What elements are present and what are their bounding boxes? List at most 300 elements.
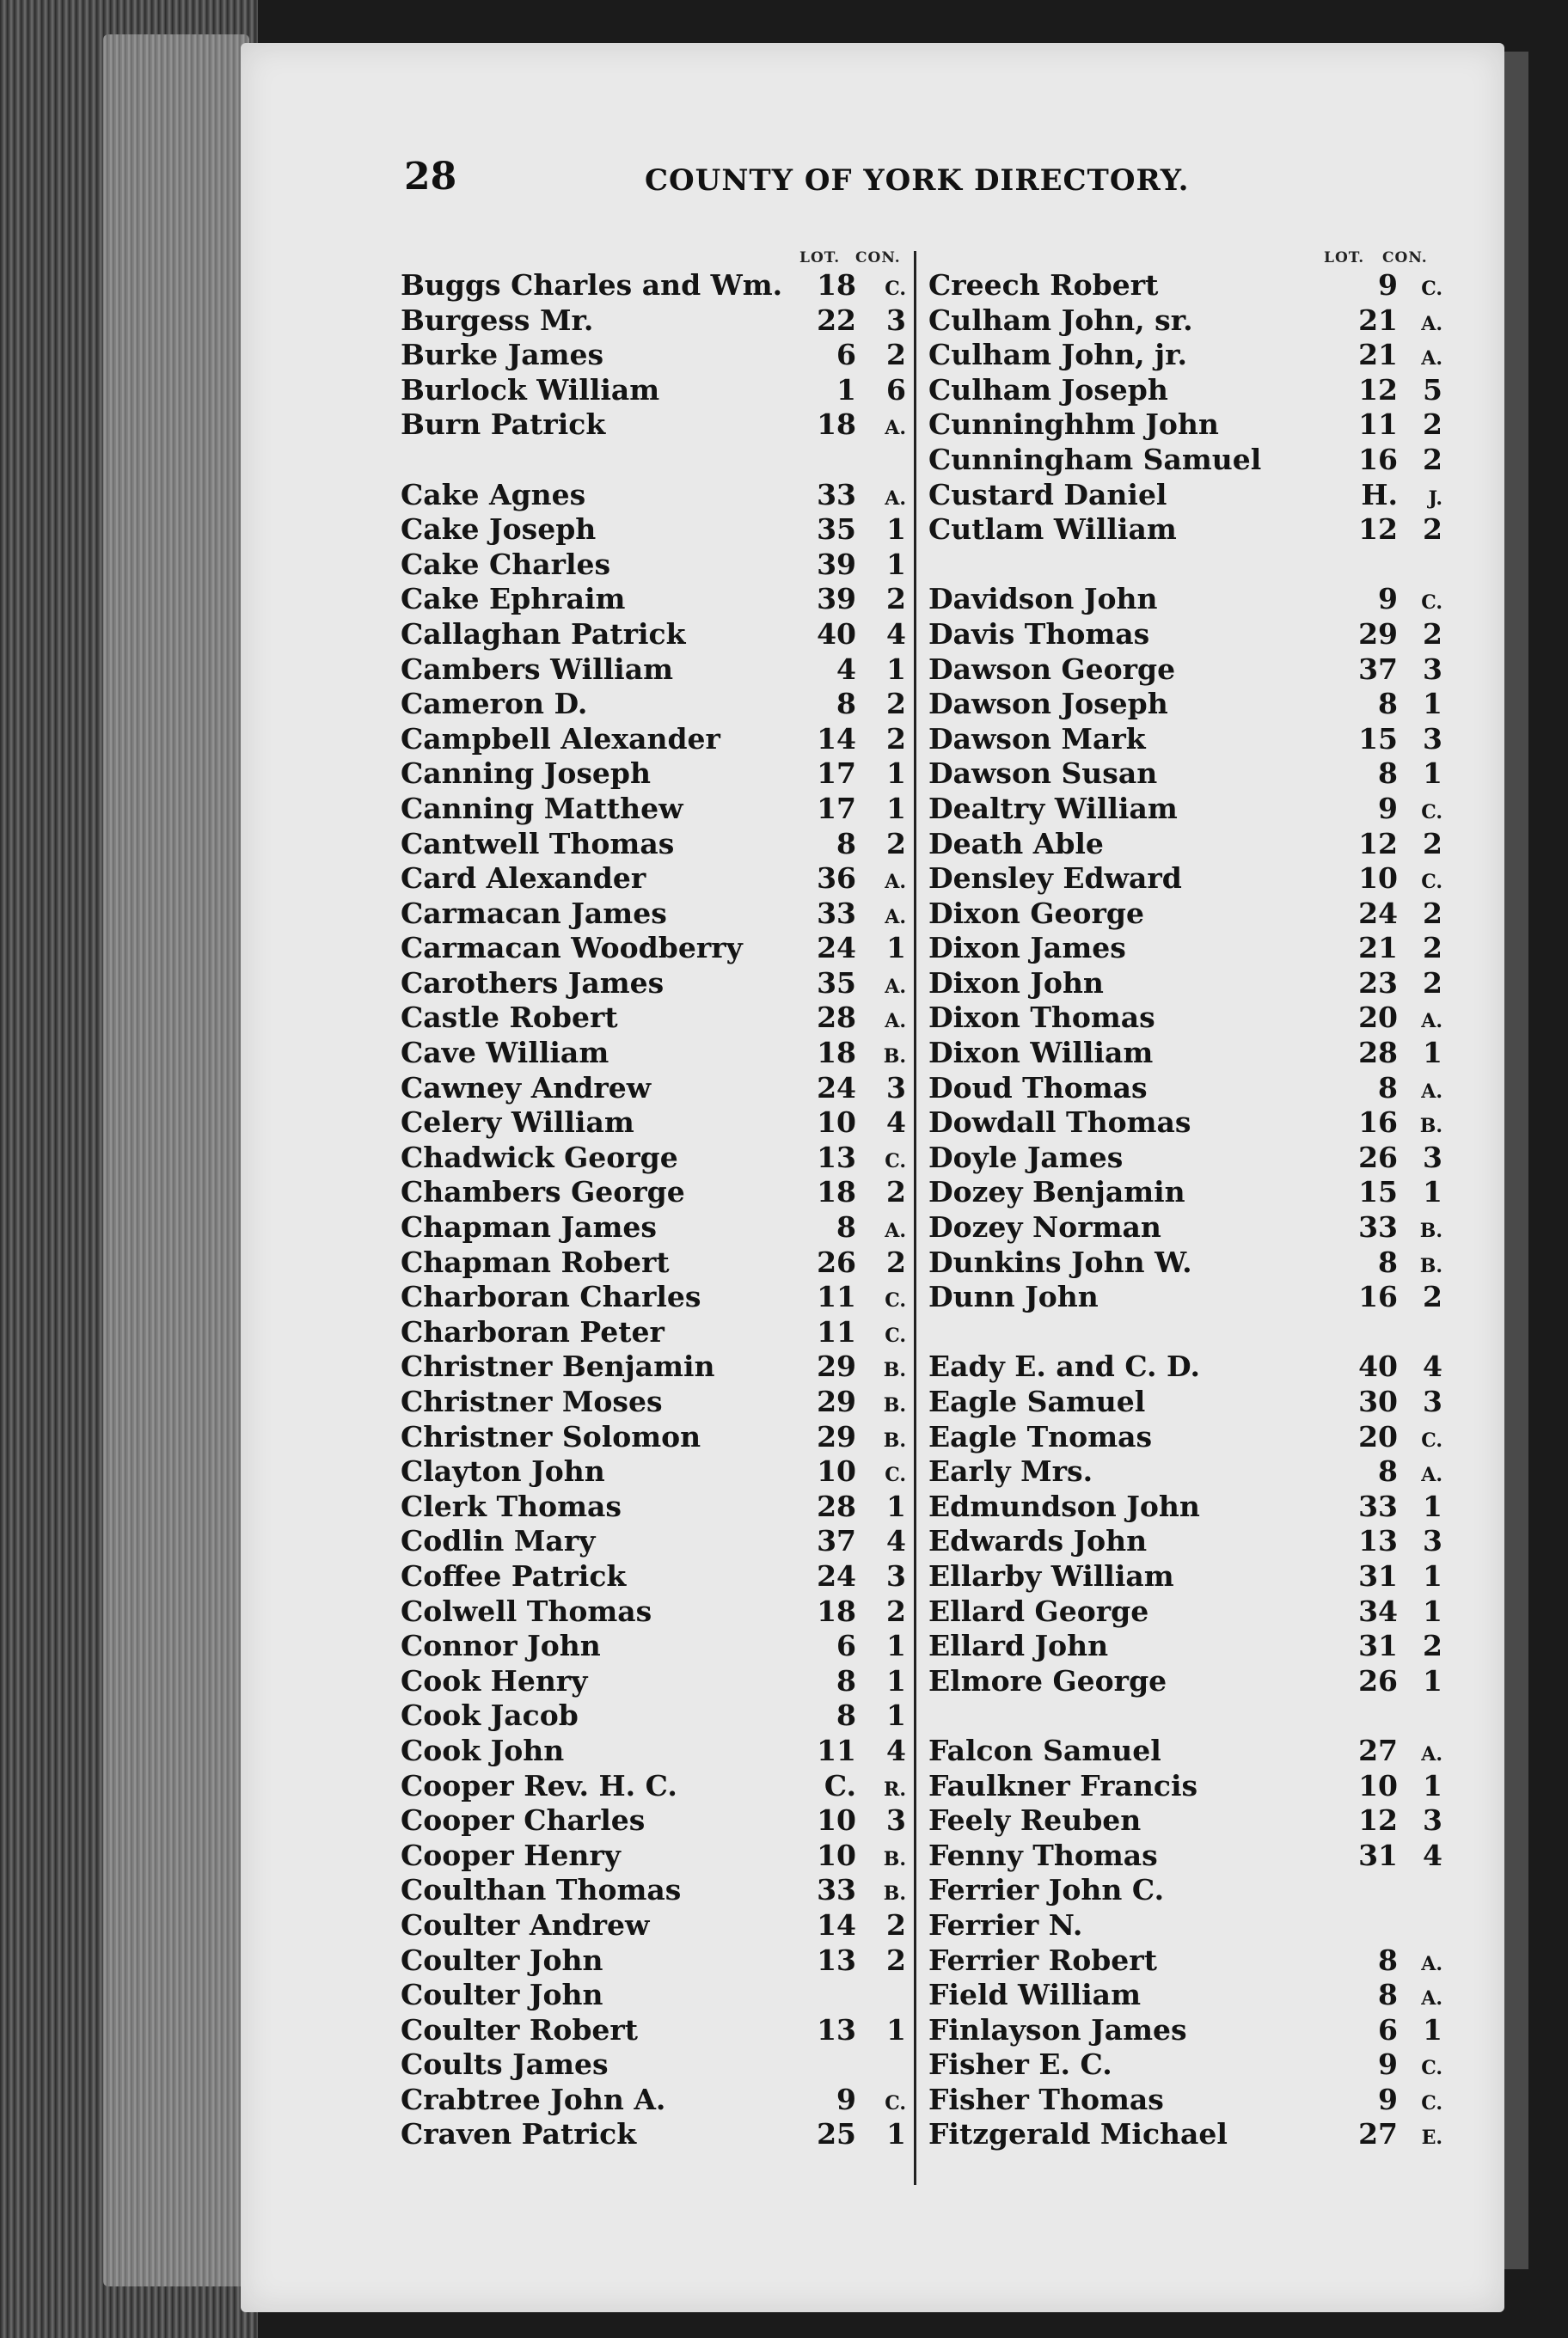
entry-name: Buggs Charles and Wm. xyxy=(401,268,783,302)
entry-con: A. xyxy=(1421,1742,1442,1766)
entry-lot: 9 xyxy=(1378,582,1398,616)
directory-entry xyxy=(401,1769,906,1804)
entry-lot: 24 xyxy=(817,931,856,965)
entry-lot: 21 xyxy=(1358,338,1398,372)
entry-name: Doud Thomas xyxy=(928,1070,1148,1105)
entry-lot: 6 xyxy=(836,338,856,372)
entry-lot: 8 xyxy=(836,1210,856,1245)
entry-con: 2 xyxy=(1423,512,1442,547)
directory-entry xyxy=(401,1175,906,1210)
entry-name: Cake Joseph xyxy=(401,512,597,547)
entry-name: Crabtree John A. xyxy=(401,2082,666,2116)
entry-lot: 10 xyxy=(817,1454,856,1489)
right-con-header: CON. xyxy=(1382,249,1428,266)
entry-lot: 16 xyxy=(1358,1105,1398,1140)
directory-entry xyxy=(401,1141,906,1176)
entry-con: 2 xyxy=(1423,826,1442,860)
entry-con: 5 xyxy=(1423,372,1442,407)
entry-lot: 26 xyxy=(1358,1663,1398,1698)
entry-lot: 27 xyxy=(1358,1733,1398,1767)
entry-con: C. xyxy=(1421,278,1442,300)
entry-name: Dealtry William xyxy=(928,791,1178,825)
entry-lot: 33 xyxy=(817,477,856,511)
entry-con: 1 xyxy=(886,1629,906,1663)
entry-name: Codlin Mary xyxy=(401,1524,596,1558)
entry-name: Christner Moses xyxy=(401,1385,663,1418)
directory-entry xyxy=(928,1210,1442,1246)
entry-con: C. xyxy=(1421,800,1442,823)
entry-con: E. xyxy=(1421,2127,1442,2150)
entry-con: 1 xyxy=(1423,1036,1442,1070)
entry-name: Dozey Benjamin xyxy=(928,1175,1185,1209)
entry-lot: 17 xyxy=(817,791,856,825)
entry-con: A. xyxy=(885,417,906,440)
directory-entry xyxy=(401,2117,906,2152)
entry-name: Feely Reuben xyxy=(928,1803,1142,1838)
directory-entry xyxy=(401,1908,906,1943)
entry-name: Fisher Thomas xyxy=(928,2082,1164,2116)
entry-name: Dixon John xyxy=(928,965,1104,1000)
entry-con: 3 xyxy=(886,1803,906,1838)
entry-lot: 6 xyxy=(836,1629,856,1663)
entry-name: Ferrier N. xyxy=(928,1907,1083,1942)
entry-lot: 9 xyxy=(836,2082,856,2116)
entry-lot: 24 xyxy=(1358,896,1398,930)
entry-lot: 10 xyxy=(817,1838,856,1872)
directory-entry xyxy=(928,652,1442,688)
directory-entry xyxy=(401,652,906,688)
entry-con: A. xyxy=(1421,1464,1442,1487)
entry-con: 2 xyxy=(1423,442,1442,476)
entry-name: Death Able xyxy=(928,826,1104,860)
entry-name: Castle Robert xyxy=(401,1001,618,1035)
directory-entry xyxy=(401,2047,906,2083)
entry-name: Burke James xyxy=(401,338,604,372)
entry-lot: 18 xyxy=(817,268,856,302)
entry-con: 2 xyxy=(886,826,906,860)
directory-entry xyxy=(401,1036,906,1071)
entry-lot: 16 xyxy=(1358,442,1398,476)
entry-name: Cantwell Thomas xyxy=(401,826,675,860)
directory-entry xyxy=(401,1280,906,1315)
entry-lot: 9 xyxy=(1378,2082,1398,2116)
entry-name: Charboran Charles xyxy=(401,1280,701,1314)
entry-name: Dunn John xyxy=(928,1280,1099,1314)
entry-name: Ferrier Robert xyxy=(928,1943,1157,1977)
entry-name: Christner Benjamin xyxy=(401,1350,715,1384)
entry-con: 2 xyxy=(886,1943,906,1977)
entry-con: 2 xyxy=(886,1245,906,1279)
directory-entry xyxy=(928,1734,1442,1769)
directory-entry xyxy=(928,617,1442,652)
directory-entry xyxy=(928,338,1442,373)
directory-entry xyxy=(401,617,906,652)
entry-con: 1 xyxy=(1423,1663,1442,1698)
entry-name: Culham John, sr. xyxy=(928,303,1193,337)
directory-entry xyxy=(401,1594,906,1630)
entry-name: Dixon Thomas xyxy=(928,1001,1155,1035)
directory-entry xyxy=(401,1698,906,1734)
entry-con: J. xyxy=(1428,487,1442,510)
page-stack xyxy=(103,34,249,2286)
entry-name: Davis Thomas xyxy=(928,616,1150,651)
entry-lot: 9 xyxy=(1378,268,1398,302)
directory-entry xyxy=(928,1071,1442,1106)
entry-con: 3 xyxy=(1423,1140,1442,1174)
directory-entry xyxy=(928,582,1442,617)
entry-con: 2 xyxy=(1423,1629,1442,1663)
directory-entry xyxy=(928,1908,1442,1943)
directory-entry xyxy=(401,1420,906,1455)
entry-name: Eady E. and C. D. xyxy=(928,1350,1200,1384)
entry-name: Dixon George xyxy=(928,896,1144,930)
entry-con: 1 xyxy=(886,547,906,581)
entry-lot: 40 xyxy=(817,616,856,651)
entry-lot: 37 xyxy=(817,1524,856,1558)
entry-name: Coulter Robert xyxy=(401,2012,639,2047)
entry-con: 2 xyxy=(1423,896,1442,930)
entry-name: Cake Charles xyxy=(401,547,611,581)
entry-name: Dawson Susan xyxy=(928,756,1158,791)
entry-name: Cook John xyxy=(401,1733,565,1767)
entry-lot: 26 xyxy=(817,1245,856,1279)
directory-entry xyxy=(928,2047,1442,2083)
entry-name: Ellard John xyxy=(928,1629,1109,1663)
entry-name: Cooper Henry xyxy=(401,1838,621,1872)
entry-lot: 35 xyxy=(817,965,856,1000)
entry-con: 4 xyxy=(886,1524,906,1558)
directory-entry xyxy=(401,861,906,897)
entry-name: Charboran Peter xyxy=(401,1314,665,1349)
entry-name: Culham Joseph xyxy=(928,372,1168,407)
entry-name: Cake Agnes xyxy=(401,477,586,511)
directory-entry xyxy=(928,722,1442,757)
entry-con: C. xyxy=(885,1464,906,1487)
entry-con: 1 xyxy=(886,512,906,547)
entry-name: Burlock William xyxy=(401,372,660,407)
entry-lot: 33 xyxy=(817,896,856,930)
entry-name: Dixon William xyxy=(928,1036,1154,1070)
directory-entry xyxy=(401,2013,906,2048)
entry-con: C. xyxy=(885,1149,906,1172)
entry-lot: 4 xyxy=(836,652,856,686)
entry-name: Carmacan Woodberry xyxy=(401,931,743,965)
entry-con: 2 xyxy=(1423,616,1442,651)
entry-lot: 11 xyxy=(817,1280,856,1314)
entry-name: Burgess Mr. xyxy=(401,303,594,337)
directory-entry xyxy=(401,2083,906,2118)
directory-entry xyxy=(401,1978,906,2013)
directory-entry xyxy=(401,1385,906,1420)
entry-name: Eagle Tnomas xyxy=(928,1419,1153,1454)
directory-entry xyxy=(928,1246,1442,1281)
directory-entry xyxy=(401,1943,906,1979)
entry-name: Cunningham Samuel xyxy=(928,442,1262,476)
entry-con: 1 xyxy=(886,1489,906,1523)
entry-name: Davidson John xyxy=(928,582,1158,616)
entry-name: Canning Joseph xyxy=(401,756,651,791)
entry-lot: 33 xyxy=(817,1873,856,1907)
directory-entry xyxy=(401,1629,906,1664)
entry-lot: 20 xyxy=(1358,1419,1398,1454)
entry-name: Card Alexander xyxy=(401,861,646,896)
entry-lot: 29 xyxy=(817,1385,856,1418)
entry-con: A. xyxy=(1421,312,1442,335)
entry-name: Faulkner Francis xyxy=(928,1768,1198,1802)
entry-con: 1 xyxy=(886,931,906,965)
directory-entry xyxy=(928,303,1442,339)
entry-lot: 11 xyxy=(1358,407,1398,442)
entry-lot: 9 xyxy=(1378,2047,1398,2082)
entry-con: R. xyxy=(884,1778,906,1801)
entry-name: Dunkins John W. xyxy=(928,1245,1192,1279)
entry-con: 1 xyxy=(886,791,906,825)
entry-name: Connor John xyxy=(401,1629,601,1663)
entry-name: Craven Patrick xyxy=(401,2117,637,2151)
entry-lot: 8 xyxy=(1378,756,1398,791)
running-title: COUNTY OF YORK DIRECTORY. xyxy=(645,163,1190,198)
entry-name: Coulter John xyxy=(401,1943,603,1977)
entry-lot: 31 xyxy=(1358,1629,1398,1663)
entry-lot: 13 xyxy=(817,2012,856,2047)
entry-lot: 22 xyxy=(817,303,856,337)
directory-entry xyxy=(928,931,1442,966)
directory-entry xyxy=(928,443,1442,478)
directory-entry xyxy=(401,373,906,408)
directory-entry xyxy=(401,897,906,932)
entry-con: B. xyxy=(883,1394,906,1417)
entry-con: 2 xyxy=(886,1175,906,1209)
entry-con: 4 xyxy=(1423,1350,1442,1384)
directory-entry xyxy=(401,1664,906,1699)
entry-con: 1 xyxy=(1423,1489,1442,1523)
entry-con: B. xyxy=(883,1045,906,1068)
entry-lot: 6 xyxy=(1378,2012,1398,2047)
directory-entry xyxy=(401,1071,906,1106)
entry-lot: 12 xyxy=(1358,372,1398,407)
entry-con: 1 xyxy=(1423,687,1442,721)
entry-lot: 28 xyxy=(817,1489,856,1523)
entry-name: Coulter John xyxy=(401,1978,603,2012)
entry-lot: 16 xyxy=(1358,1280,1398,1314)
entry-name: Densley Edward xyxy=(928,861,1182,896)
directory-entry xyxy=(928,1594,1442,1630)
entry-con: 3 xyxy=(1423,1524,1442,1558)
entry-lot: 10 xyxy=(1358,861,1398,896)
entry-lot: 20 xyxy=(1358,1001,1398,1035)
entry-con: 1 xyxy=(1423,2012,1442,2047)
entry-lot: 21 xyxy=(1358,931,1398,965)
entry-lot: 39 xyxy=(817,582,856,616)
entry-con: 1 xyxy=(886,1698,906,1733)
entry-con: 2 xyxy=(886,338,906,372)
entry-lot: 8 xyxy=(1378,1454,1398,1489)
entry-name: Cooper Rev. H. C. xyxy=(401,1768,677,1802)
entry-con: 1 xyxy=(886,652,906,686)
directory-entry xyxy=(928,861,1442,897)
entry-con: 4 xyxy=(886,1105,906,1140)
directory-entry xyxy=(928,1839,1442,1874)
entry-con: A. xyxy=(885,905,906,928)
entry-con: 2 xyxy=(886,582,906,616)
entry-name: Edmundson John xyxy=(928,1489,1200,1523)
entry-name: Eagle Samuel xyxy=(928,1385,1146,1418)
entry-con: B. xyxy=(1419,1220,1442,1243)
directory-entry xyxy=(928,1315,1442,1350)
entry-name: Ferrier John C. xyxy=(928,1873,1165,1907)
entry-con: C. xyxy=(1421,1429,1442,1452)
directory-entry xyxy=(401,1524,906,1559)
entry-name: Clayton John xyxy=(401,1454,605,1489)
entry-name: Cook Henry xyxy=(401,1663,588,1698)
directory-entry xyxy=(401,756,906,792)
entry-con: 2 xyxy=(1423,965,1442,1000)
entry-lot: 29 xyxy=(817,1419,856,1454)
directory-entry xyxy=(401,582,906,617)
entry-name: Coulter Andrew xyxy=(401,1907,650,1942)
entry-con: 1 xyxy=(1423,1175,1442,1209)
directory-entry xyxy=(401,1454,906,1490)
entry-lot: 12 xyxy=(1358,512,1398,547)
entry-con: 3 xyxy=(886,303,906,337)
entry-con: C. xyxy=(1421,2091,1442,2115)
entry-con: A. xyxy=(885,487,906,510)
entry-name: Early Mrs. xyxy=(928,1454,1093,1489)
directory-entry xyxy=(401,1315,906,1350)
entry-name: Colwell Thomas xyxy=(401,1594,652,1628)
entry-lot: 31 xyxy=(1358,1838,1398,1872)
entry-con: 2 xyxy=(886,1594,906,1628)
entry-lot: 12 xyxy=(1358,1803,1398,1838)
entry-lot: 39 xyxy=(817,547,856,581)
entry-con: 1 xyxy=(886,2117,906,2151)
directory-entry xyxy=(401,548,906,583)
directory-entry xyxy=(401,827,906,862)
entry-lot: 25 xyxy=(817,2117,856,2151)
entry-lot: 14 xyxy=(817,721,856,756)
page-number: 28 xyxy=(404,155,457,199)
entry-lot: 28 xyxy=(817,1001,856,1035)
entry-con: 4 xyxy=(1423,1838,1442,1872)
directory-entry xyxy=(928,548,1442,583)
directory-entry xyxy=(928,1350,1442,1385)
entry-name: Coulthan Thomas xyxy=(401,1873,682,1907)
left-lot-header: LOT. xyxy=(799,249,841,266)
entry-name: Dawson Mark xyxy=(928,721,1146,756)
entry-con: B. xyxy=(883,1429,906,1452)
entry-con: 2 xyxy=(886,1907,906,1942)
entry-name: Cave William xyxy=(401,1036,609,1070)
entry-con: 1 xyxy=(886,756,906,791)
entry-name: Fenny Thomas xyxy=(928,1838,1158,1872)
entry-lot: 29 xyxy=(817,1350,856,1384)
directory-entry xyxy=(928,1803,1442,1839)
entry-name: Chapman James xyxy=(401,1210,657,1245)
right-lot-header: LOT. xyxy=(1324,249,1365,266)
entry-lot: 40 xyxy=(1358,1350,1398,1384)
entry-con: 3 xyxy=(1423,1385,1442,1418)
directory-entry xyxy=(928,1280,1442,1315)
entry-name: Carothers James xyxy=(401,965,665,1000)
entry-lot: 34 xyxy=(1358,1594,1398,1628)
entry-name: Dawson George xyxy=(928,652,1176,686)
entry-lot: H. xyxy=(1361,477,1398,511)
entry-name: Dozey Norman xyxy=(928,1210,1161,1245)
directory-entry xyxy=(928,1001,1442,1036)
directory-entry xyxy=(928,1873,1442,1908)
entry-con: C. xyxy=(1421,871,1442,894)
entry-name: Chadwick George xyxy=(401,1140,678,1174)
directory-entry xyxy=(928,756,1442,792)
entry-lot: 8 xyxy=(836,826,856,860)
directory-entry xyxy=(401,443,906,478)
entry-lot: 18 xyxy=(817,407,856,442)
entry-lot: 35 xyxy=(817,512,856,547)
entry-name: Culham John, jr. xyxy=(928,338,1187,372)
entry-name: Clerk Thomas xyxy=(401,1489,622,1523)
directory-entry xyxy=(401,1001,906,1036)
directory-entry xyxy=(928,2117,1442,2152)
directory-entry xyxy=(401,931,906,966)
entry-con: 1 xyxy=(1423,756,1442,791)
entry-con: B. xyxy=(883,1847,906,1870)
directory-entry xyxy=(928,1036,1442,1071)
directory-entry xyxy=(401,1803,906,1839)
entry-con: C. xyxy=(885,2091,906,2115)
entry-con: C. xyxy=(1421,2057,1442,2080)
entry-con: 1 xyxy=(1423,1594,1442,1628)
entry-con: 1 xyxy=(886,2012,906,2047)
entry-name: Coults James xyxy=(401,2047,609,2082)
entry-name: Cawney Andrew xyxy=(401,1070,652,1105)
entry-con: 3 xyxy=(886,1558,906,1593)
entry-con: A. xyxy=(885,975,906,998)
directory-entry xyxy=(928,2083,1442,2118)
entry-name: Falcon Samuel xyxy=(928,1733,1161,1767)
entry-name: Callaghan Patrick xyxy=(401,616,686,651)
directory-entry xyxy=(928,1978,1442,2013)
entry-con: 6 xyxy=(886,372,906,407)
entry-lot: 29 xyxy=(1358,616,1398,651)
entry-lot: 8 xyxy=(836,1698,856,1733)
directory-entry xyxy=(401,407,906,443)
directory-entry xyxy=(401,1559,906,1594)
directory-entry xyxy=(928,1105,1442,1141)
entry-lot: 1 xyxy=(836,372,856,407)
entry-name: Coffee Patrick xyxy=(401,1558,627,1593)
entry-name: Campbell Alexander xyxy=(401,721,720,756)
entry-con: C. xyxy=(1421,591,1442,615)
entry-name: Dawson Joseph xyxy=(928,687,1168,721)
entry-con: A. xyxy=(1421,347,1442,370)
entry-con: A. xyxy=(1421,1952,1442,1975)
entry-con: 3 xyxy=(886,1070,906,1105)
entry-lot: 8 xyxy=(1378,1978,1398,2012)
entry-lot: 13 xyxy=(1358,1524,1398,1558)
directory-entry xyxy=(401,1350,906,1385)
entry-name: Dowdall Thomas xyxy=(928,1105,1191,1140)
entry-name: Celery William xyxy=(401,1105,634,1140)
entry-con: A. xyxy=(885,1220,906,1243)
entry-name: Christner Solomon xyxy=(401,1419,701,1454)
directory-entry xyxy=(401,1734,906,1769)
entry-name: Custard Daniel xyxy=(928,477,1167,511)
directory-entry xyxy=(928,1769,1442,1804)
directory-entry xyxy=(401,1839,906,1874)
directory-entry xyxy=(928,268,1442,303)
entry-lot: 21 xyxy=(1358,303,1398,337)
entry-lot: 10 xyxy=(817,1105,856,1140)
